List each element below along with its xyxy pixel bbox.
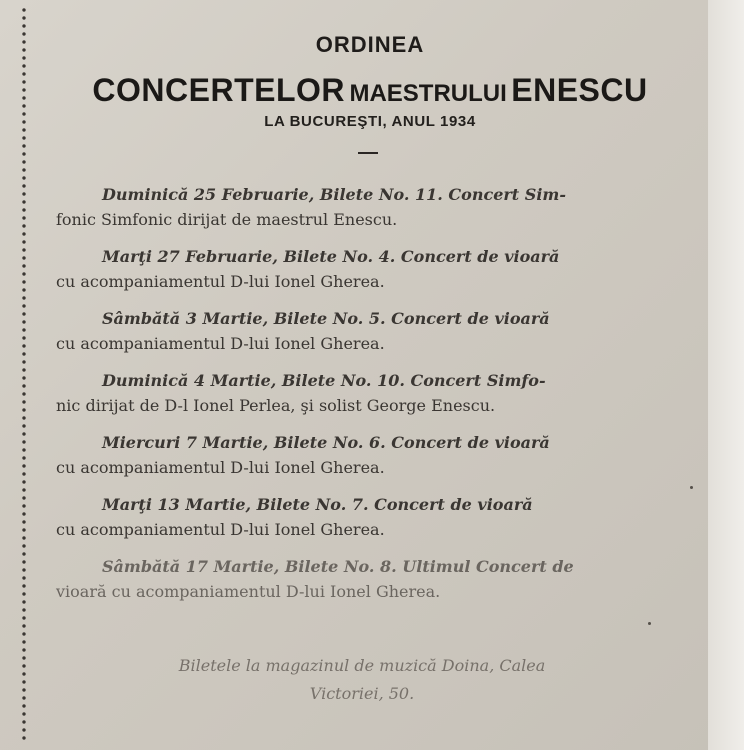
concert-entry (56, 554, 668, 604)
concert-entry (56, 306, 668, 356)
concert-entry-line2: cu acompaniamentul D-lui Ionel Gherea. (56, 458, 385, 477)
concert-entry-line1: Marţi 13 Martie, Bilete No. 7. Concert de vioară (102, 495, 533, 514)
concert-entry-line2: cu acompaniamentul D-lui Ionel Gherea. (56, 334, 385, 353)
perforation-edge (22, 6, 26, 744)
concert-list (56, 182, 668, 616)
concert-entry-line1: Sâmbătă 3 Martie, Bilete No. 5. Concert de vioară (102, 309, 550, 328)
concert-entry-line1: Duminică 4 Martie, Bilete No. 10. Concert Simfo- (102, 371, 546, 390)
concert-entry (56, 430, 668, 480)
concert-entry (56, 182, 668, 232)
paper-speck (648, 622, 651, 625)
header-ordinea: ORDINEA (315, 32, 425, 57)
header-subtitle: LA BUCUREŞTI, ANUL 1934 (264, 113, 476, 130)
concert-entry (56, 368, 668, 418)
concert-entry (56, 492, 668, 542)
ticket-info-line2: Victoriei, 50. (309, 684, 415, 703)
concert-entry-line2: nic dirijat de D-l Ionel Perlea, şi solist George Enescu. (56, 396, 496, 415)
paper-edge (708, 0, 744, 750)
concert-entry-line2: cu acompaniamentul D-lui Ionel Gherea. (56, 272, 385, 291)
header-divider (358, 152, 378, 154)
paper-speck (690, 486, 693, 489)
concert-entry-line1: Marţi 27 Februarie, Bilete No. 4. Concert de vioară (102, 247, 560, 266)
header-maestrului: MAESTRULUI (349, 80, 507, 107)
concert-entry-line1: Duminică 25 Februarie, Bilete No. 11. Concert Sim- (102, 185, 566, 204)
header-title (40, 72, 700, 109)
ticket-info-line1: Biletele la magazinul de muzică Doina, Calea (178, 656, 546, 675)
concert-entry-line2: fonic Simfonic dirijat de maestrul Enescu. (56, 210, 398, 229)
concert-entry-line2: cu acompaniamentul D-lui Ionel Gherea. (56, 520, 385, 539)
concert-entry (56, 244, 668, 294)
concert-program-sheet (40, 10, 700, 738)
header-concertelor: CONCERTELOR (92, 72, 345, 108)
header-enescu: ENESCU (511, 72, 648, 108)
concert-entry-line2: vioară cu acompaniamentul D-lui Ionel Gherea. (56, 582, 441, 601)
concert-entry-line1: Miercuri 7 Martie, Bilete No. 6. Concert de vioară (102, 433, 550, 452)
concert-entry-line1: Sâmbătă 17 Martie, Bilete No. 8. Ultimul Concert de (102, 557, 574, 576)
ticket-info (56, 652, 668, 708)
